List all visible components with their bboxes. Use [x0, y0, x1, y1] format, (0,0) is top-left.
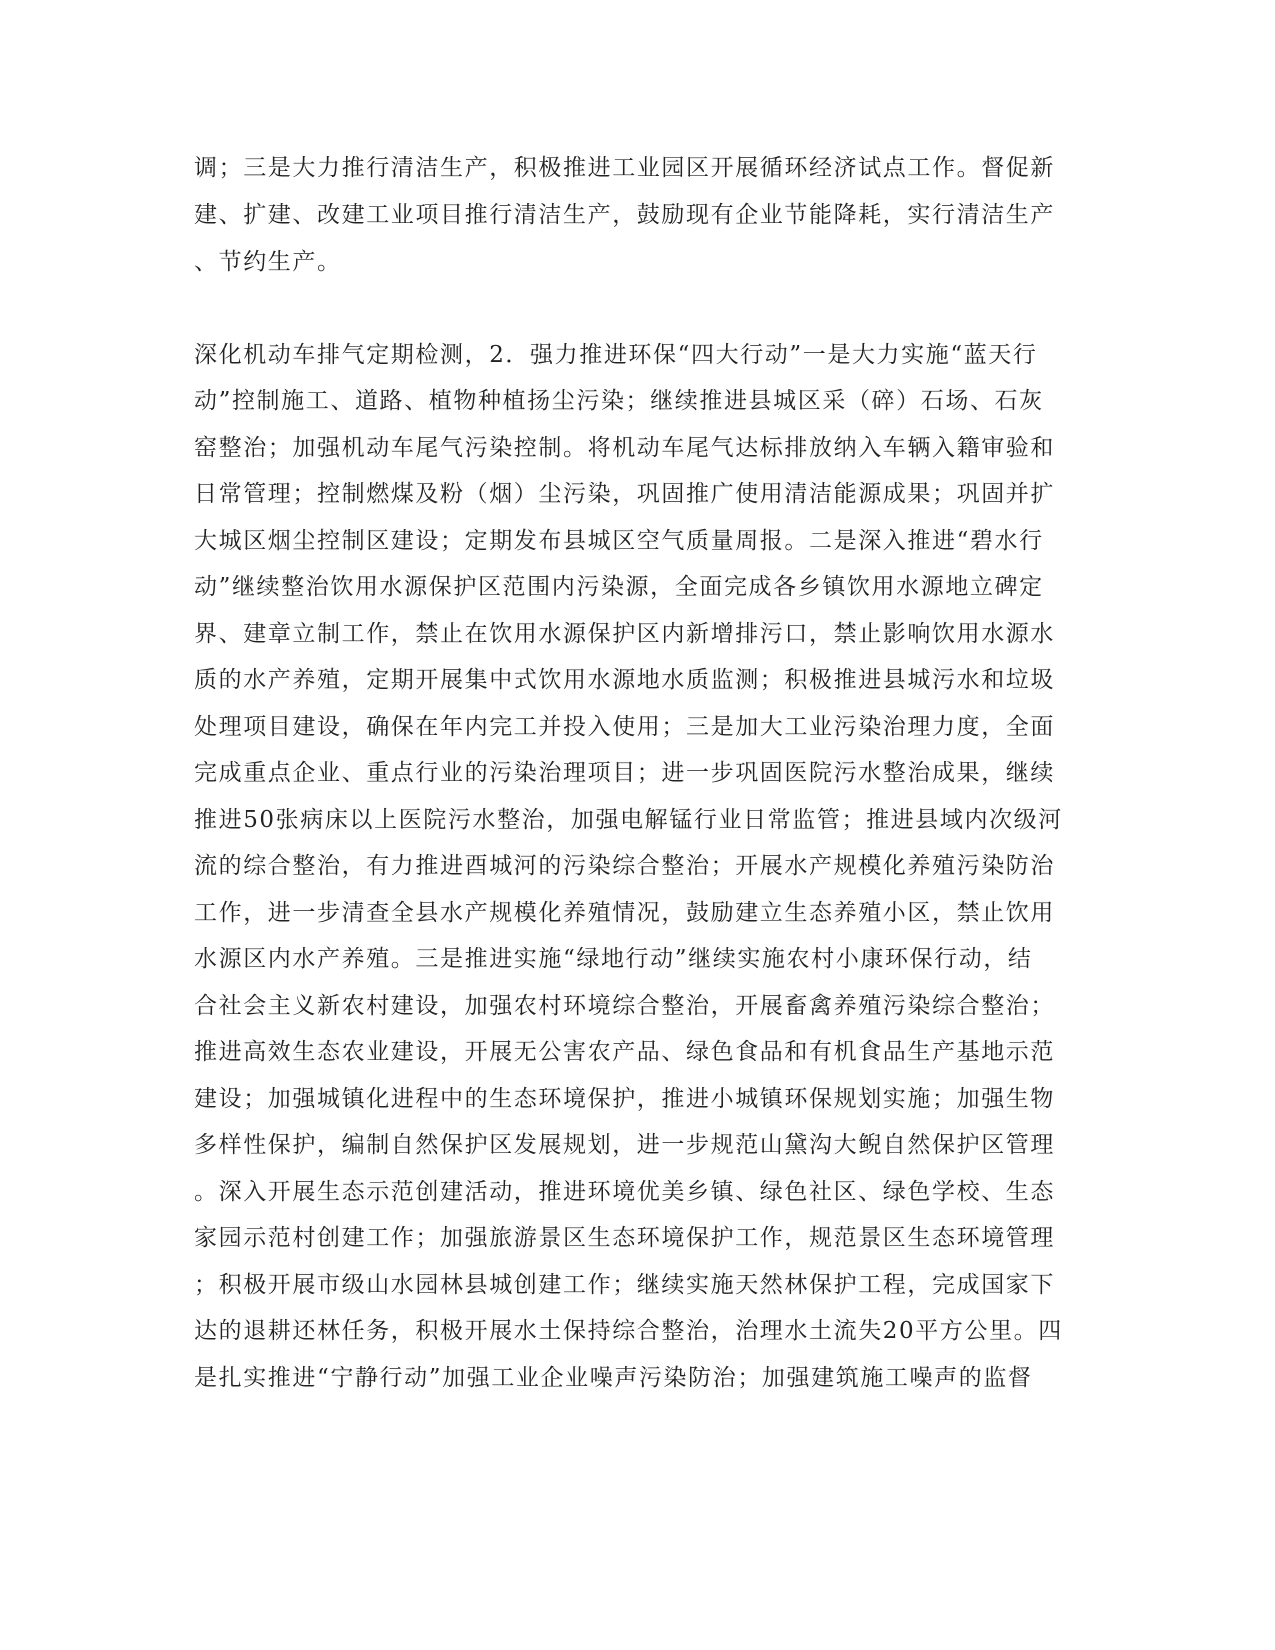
text-line: ；积极开展市级山水园林县城创建工作；继续实施天然林保护工程，完成国家下 [194, 1272, 1055, 1298]
text-line: 动”继续整治饮用水源保护区范围内污染源，全面完成各乡镇饮用水源地立碑定 [194, 574, 1044, 600]
text-line: 流的综合整治，有力推进酉城河的污染综合整治；开展水产规模化养殖污染防治 [194, 853, 1055, 879]
text-line: 推进高效生态农业建设，开展无公害农产品、绿色食品和有机食品生产基地示范 [194, 1039, 1055, 1065]
text-line: 多样性保护，编制自然保护区发展规划，进一步规范山黛沟大鲵自然保护区管理 [194, 1132, 1055, 1158]
text-line: 建、扩建、改建工业项目推行清洁生产，鼓励现有企业节能降耗，实行清洁生产 [194, 202, 1055, 228]
text-line: 合社会主义新农村建设，加强农村环境综合整治，开展畜禽养殖污染综合整治； [194, 993, 1055, 1019]
text-line: 。深入开展生态示范创建活动，推进环境优美乡镇、绿色社区、绿色学校、生态 [194, 1179, 1055, 1205]
text-line: 大城区烟尘控制区建设；定期发布县城区空气质量周报。二是深入推进“碧水行 [194, 528, 1044, 554]
text-line: 水源区内水产养殖。三是推进实施“绿地行动”继续实施农村小康环保行动，结 [194, 946, 1033, 972]
text-line: 达的退耕还林任务，积极开展水土保持综合整治，治理水土流失20平方公里。四 [194, 1318, 1063, 1344]
text-line: 窑整治；加强机动车尾气污染控制。将机动车尾气达标排放纳入车辆入籍审验和 [194, 435, 1055, 461]
text-line: 家园示范村创建工作；加强旅游景区生态环境保护工作，规范景区生态环境管理 [194, 1225, 1055, 1251]
text-line: 调；三是大力推行清洁生产，积极推进工业园区开展循环经济试点工作。督促新 [194, 155, 1055, 181]
text-line: 日常管理；控制燃煤及粉（烟）尘污染，巩固推广使用清洁能源成果；巩固并扩 [194, 481, 1055, 507]
text-line: 推进50张病床以上医院污水整治，加强电解锰行业日常监管；推进县域内次级河 [194, 807, 1063, 833]
text-line: 深化机动车排气定期检测，2．强力推进环保“四大行动”一是大力实施“蓝天行 [194, 342, 1038, 368]
text-line: 界、建章立制工作，禁止在饮用水源保护区内新增排污口，禁止影响饮用水源水 [194, 621, 1055, 647]
text-line: 处理项目建设，确保在年内完工并投入使用；三是加大工业污染治理力度，全面 [194, 714, 1055, 740]
text-line: 、节约生产。 [194, 249, 342, 275]
text-line: 工作，进一步清查全县水产规模化养殖情况，鼓励建立生态养殖小区，禁止饮用 [194, 900, 1055, 926]
text-line: 是扎实推进“宁静行动”加强工业企业噪声污染防治；加强建筑施工噪声的监督 [194, 1365, 1033, 1391]
text-line: 完成重点企业、重点行业的污染治理项目；进一步巩固医院污水整治成果，继续 [194, 760, 1055, 786]
text-line: 动”控制施工、道路、植物种植扬尘污染；继续推进县城区采（碎）石场、石灰 [194, 388, 1044, 414]
text-line: 质的水产养殖，定期开展集中式饮用水源地水质监测；积极推进县城污水和垃圾 [194, 667, 1055, 693]
text-line: 建设；加强城镇化进程中的生态环境保护，推进小城镇环保规划实施；加强生物 [194, 1086, 1055, 1112]
